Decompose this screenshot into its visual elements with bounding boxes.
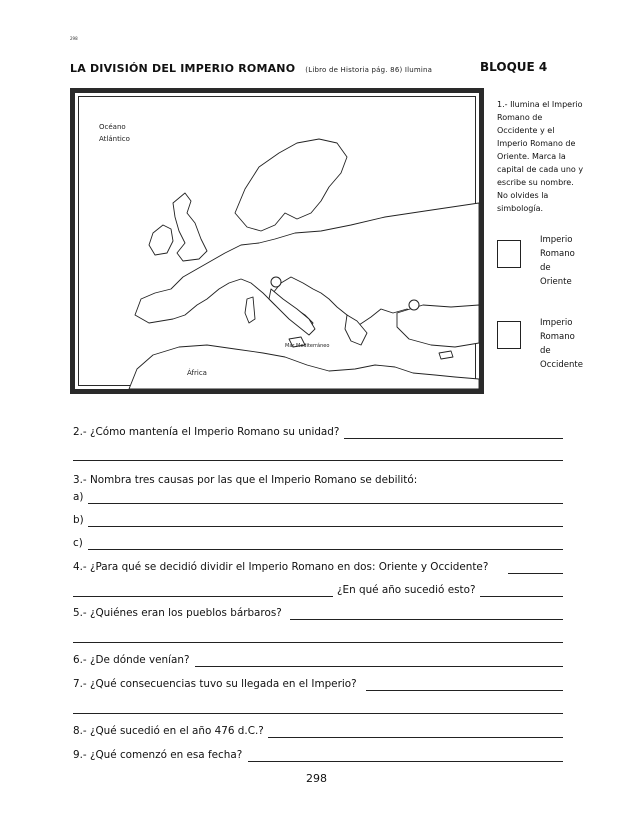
anatolia-shape	[397, 305, 479, 347]
answer-c-label: c)	[73, 537, 83, 549]
answer-line[interactable]	[248, 761, 563, 762]
legend-box-oriente[interactable]	[497, 240, 521, 268]
cyprus-shape	[439, 351, 453, 359]
instruction-line: Romano de	[497, 113, 543, 122]
ocean-label-2: Atlántico	[99, 135, 130, 143]
question-8: 8.- ¿Qué sucedió en el año 476 d.C.?	[73, 725, 264, 737]
legend-word: Oriente	[540, 277, 572, 287]
answer-line[interactable]	[344, 438, 563, 439]
instruction-line: simbología.	[497, 204, 544, 213]
question-4-year: ¿En qué año sucedió esto?	[337, 584, 476, 596]
legend-text-oriente	[540, 233, 575, 289]
africa-label: África	[187, 369, 207, 377]
rome-marker	[271, 277, 281, 287]
question-6: 6.- ¿De dónde venían?	[73, 654, 190, 666]
answer-a-label: a)	[73, 491, 84, 503]
scandinavia-shape	[235, 139, 347, 231]
answer-line[interactable]	[480, 596, 563, 597]
instructions-block	[497, 98, 597, 215]
instruction-line: 1.- Ilumina el Imperio	[497, 100, 583, 109]
sea-label: Mar Mediterráneo	[285, 343, 330, 349]
constantinople-marker	[409, 300, 419, 310]
instruction-line: Oriente. Marca la	[497, 152, 566, 161]
question-2: 2.- ¿Cómo mantenía el Imperio Romano su unidad?	[73, 426, 340, 438]
page-code: 298	[70, 36, 78, 41]
page-number: 298	[306, 772, 327, 785]
question-7: 7.- ¿Qué consecuencias tuvo su llegada en el Imperio?	[73, 678, 357, 690]
sardinia-shape	[245, 297, 255, 323]
legend-word: de	[540, 346, 551, 356]
question-3: 3.- Nombra tres causas por las que el Imperio Romano se debilitó:	[73, 474, 418, 486]
britain-shape	[173, 193, 207, 261]
answer-line[interactable]	[366, 690, 563, 691]
instruction-line: capital de cada uno y	[497, 165, 584, 174]
instruction-line: Occidente y el	[497, 126, 555, 135]
instruction-line: No olvides la	[497, 191, 549, 200]
answer-line[interactable]	[73, 596, 333, 597]
instruction-line: escribe su nombre.	[497, 178, 574, 187]
legend-text-occidente	[540, 316, 583, 372]
italy-shape	[269, 289, 315, 335]
title-subtitle: (Libro de Historia pág. 86) Ilumina	[305, 66, 433, 74]
legend-box-occidente[interactable]	[497, 321, 521, 349]
question-9: 9.- ¿Qué comenzó en esa fecha?	[73, 749, 243, 761]
europe-map	[75, 93, 479, 389]
answer-line[interactable]	[290, 619, 563, 620]
africa-shape	[129, 345, 479, 389]
answer-line[interactable]	[73, 460, 563, 461]
answer-line[interactable]	[73, 713, 563, 714]
legend-word: de	[540, 263, 551, 273]
answer-line[interactable]	[88, 503, 563, 504]
legend-word: Romano	[540, 332, 575, 342]
map-frame	[70, 88, 484, 394]
instruction-line: Imperio Romano de	[497, 139, 576, 148]
answer-line[interactable]	[195, 666, 563, 667]
page-title	[70, 62, 432, 75]
bloque-label: BLOQUE 4	[480, 60, 548, 74]
question-5: 5.- ¿Quiénes eran los pueblos bárbaros?	[73, 607, 282, 619]
legend-word: Imperio	[540, 235, 573, 245]
answer-line[interactable]	[88, 526, 563, 527]
answer-line[interactable]	[508, 573, 563, 574]
ireland-shape	[149, 225, 173, 255]
answer-line[interactable]	[73, 642, 563, 643]
legend-word: Romano	[540, 249, 575, 259]
question-4: 4.- ¿Para qué se decidió dividir el Imperio Romano en dos: Oriente y Occidente?	[73, 561, 489, 573]
ocean-label-1: Océano	[99, 123, 126, 131]
legend-word: Occidente	[540, 360, 583, 370]
answer-line[interactable]	[88, 549, 563, 550]
legend-word: Imperio	[540, 318, 573, 328]
answer-line[interactable]	[268, 737, 563, 738]
title-text: LA DIVISIÓN DEL IMPERIO ROMANO	[70, 62, 296, 75]
answer-b-label: b)	[73, 514, 84, 526]
